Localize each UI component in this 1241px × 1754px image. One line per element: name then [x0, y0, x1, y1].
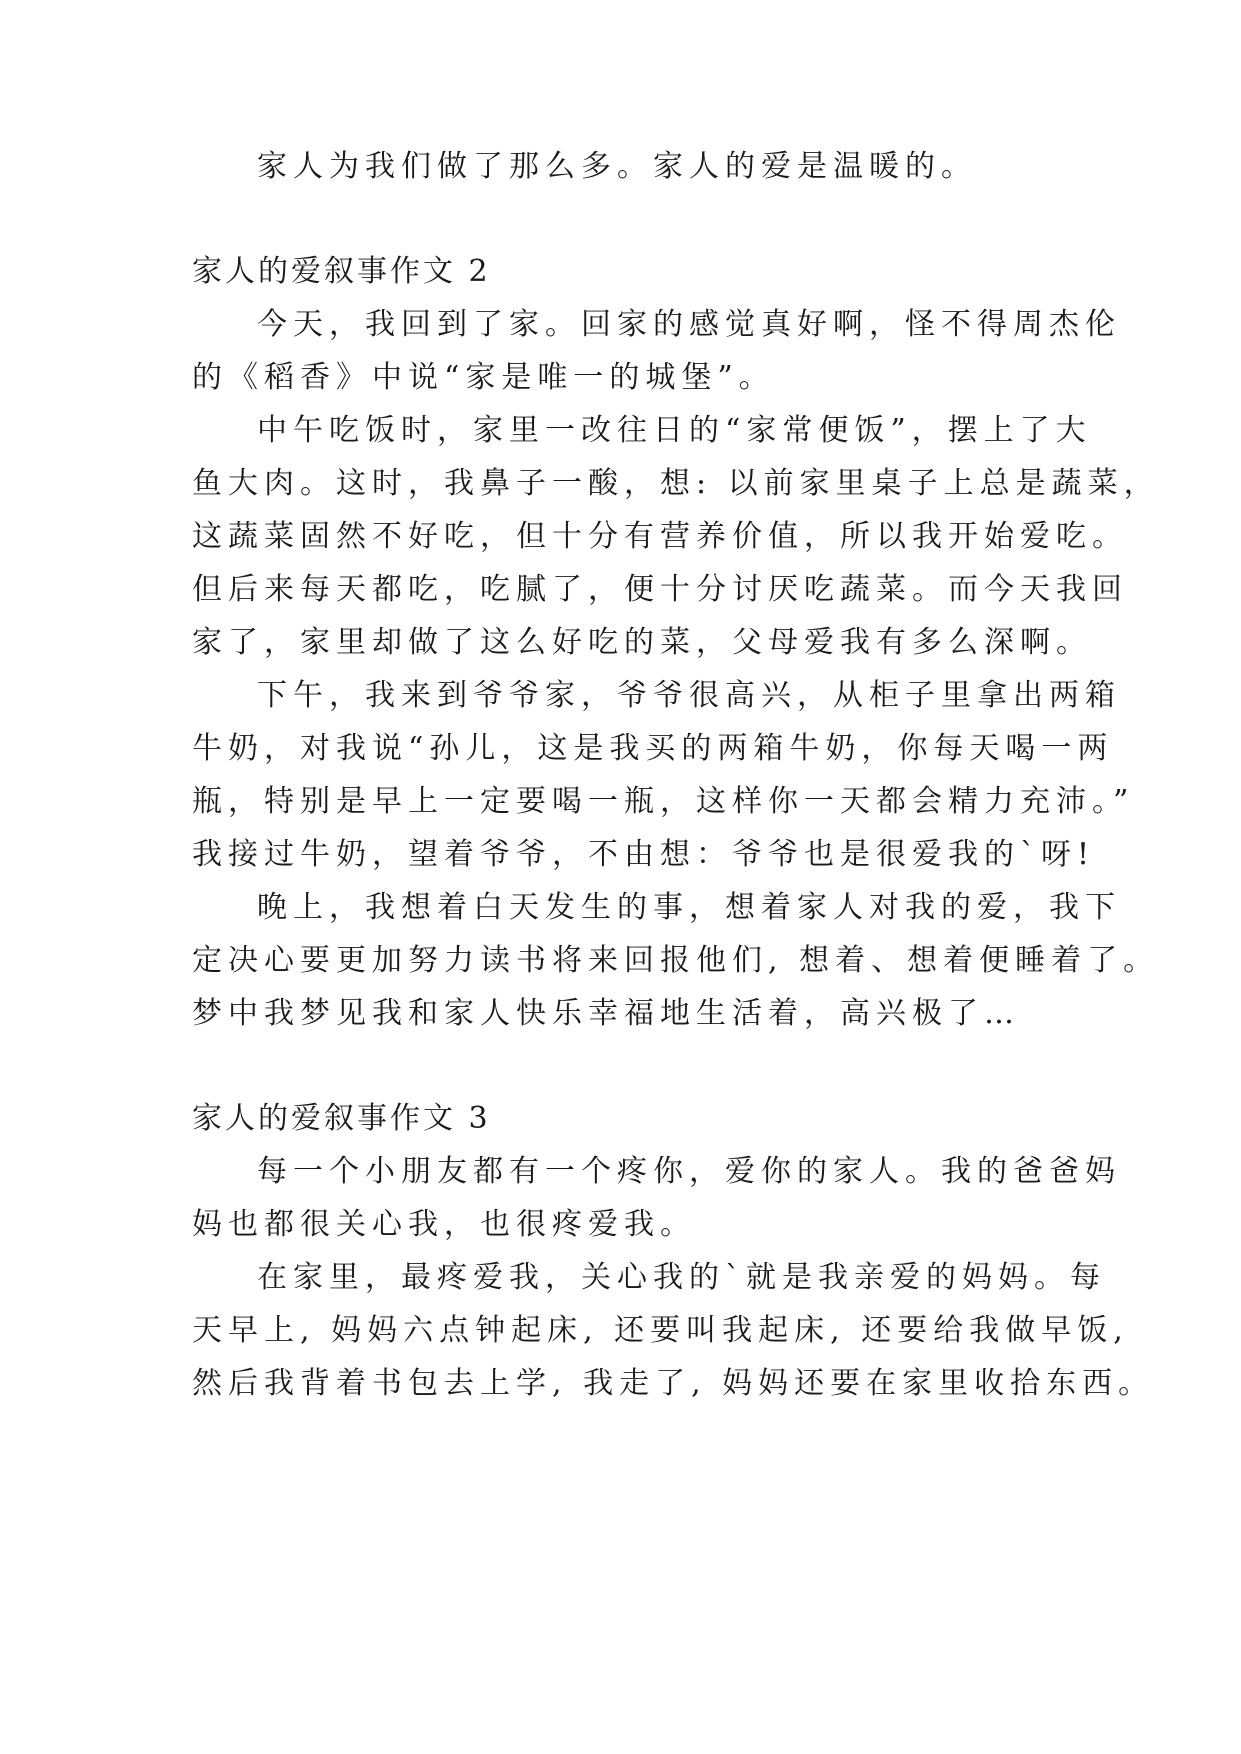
paragraph-line: 这蔬菜固然不好吃，但十分有营养价值，所以我开始爱吃。 [192, 519, 1128, 554]
paragraph-line: 瓶，特别是早上一定要喝一瓶，这样你一天都会精力充沛。” [192, 784, 1135, 819]
paragraph-line: 我接过牛奶，望着爷爷，不由想：爷爷也是很爱我的`呀! [192, 837, 1096, 872]
paragraph-line: 每一个小朋友都有一个疼你，爱你的家人。我的爸爸妈 [257, 1154, 1121, 1189]
paragraph-line: 晚上，我想着白天发生的事，想着家人对我的爱，我下 [257, 890, 1121, 925]
paragraph-line: 定决心要更加努力读书将来回报他们, 想着、想着便睡着了。 [192, 943, 1160, 978]
paragraph-line: 的《稻香》中说“家是唯一的城堡”。 [192, 360, 775, 395]
paragraph-line: 但后来每天都吃，吃腻了，便十分讨厌吃蔬菜。而今天我回 [192, 572, 1128, 607]
paragraph-line: 中午吃饭时，家里一改往日的“家常便饭”，摆上了大 [257, 413, 1092, 448]
paragraph-line: 天早上, 妈妈六点钟起床, 还要叫我起床, 还要给我做早饭, [192, 1313, 1129, 1348]
paragraph-line: 下午，我来到爷爷家，爷爷很高兴，从柜子里拿出两箱 [257, 678, 1121, 713]
paragraph-line: 家了，家里却做了这么好吃的菜，父母爱我有多么深啊。 [192, 625, 1092, 660]
paragraph-line: 今天，我回到了家。回家的感觉真好啊，怪不得周杰伦 [257, 307, 1121, 342]
paragraph-line: 牛奶，对我说“孙儿，这是我买的两箱牛奶，你每天喝一两 [192, 731, 1114, 766]
paragraph-line: 梦中我梦见我和家人快乐幸福地生活着，高兴极了… [192, 996, 1020, 1031]
paragraph-line: 鱼大肉。这时，我鼻子一酸，想: 以前家里桌子上总是蔬菜， [192, 466, 1160, 501]
section-heading: 家人的爱叙事作文 2 [192, 254, 491, 289]
paragraph-line: 在家里，最疼爱我，关心我的`就是我亲爱的妈妈。每 [257, 1260, 1106, 1295]
paragraph-line: 家人为我们做了那么多。家人的爱是温暖的。 [257, 149, 977, 184]
section-heading: 家人的爱叙事作文 3 [192, 1101, 491, 1136]
paragraph-line: 然后我背着书包去上学, 我走了, 妈妈还要在家里收拾东西。 [192, 1366, 1155, 1401]
paragraph-line: 妈也都很关心我，也很疼爱我。 [192, 1207, 696, 1242]
